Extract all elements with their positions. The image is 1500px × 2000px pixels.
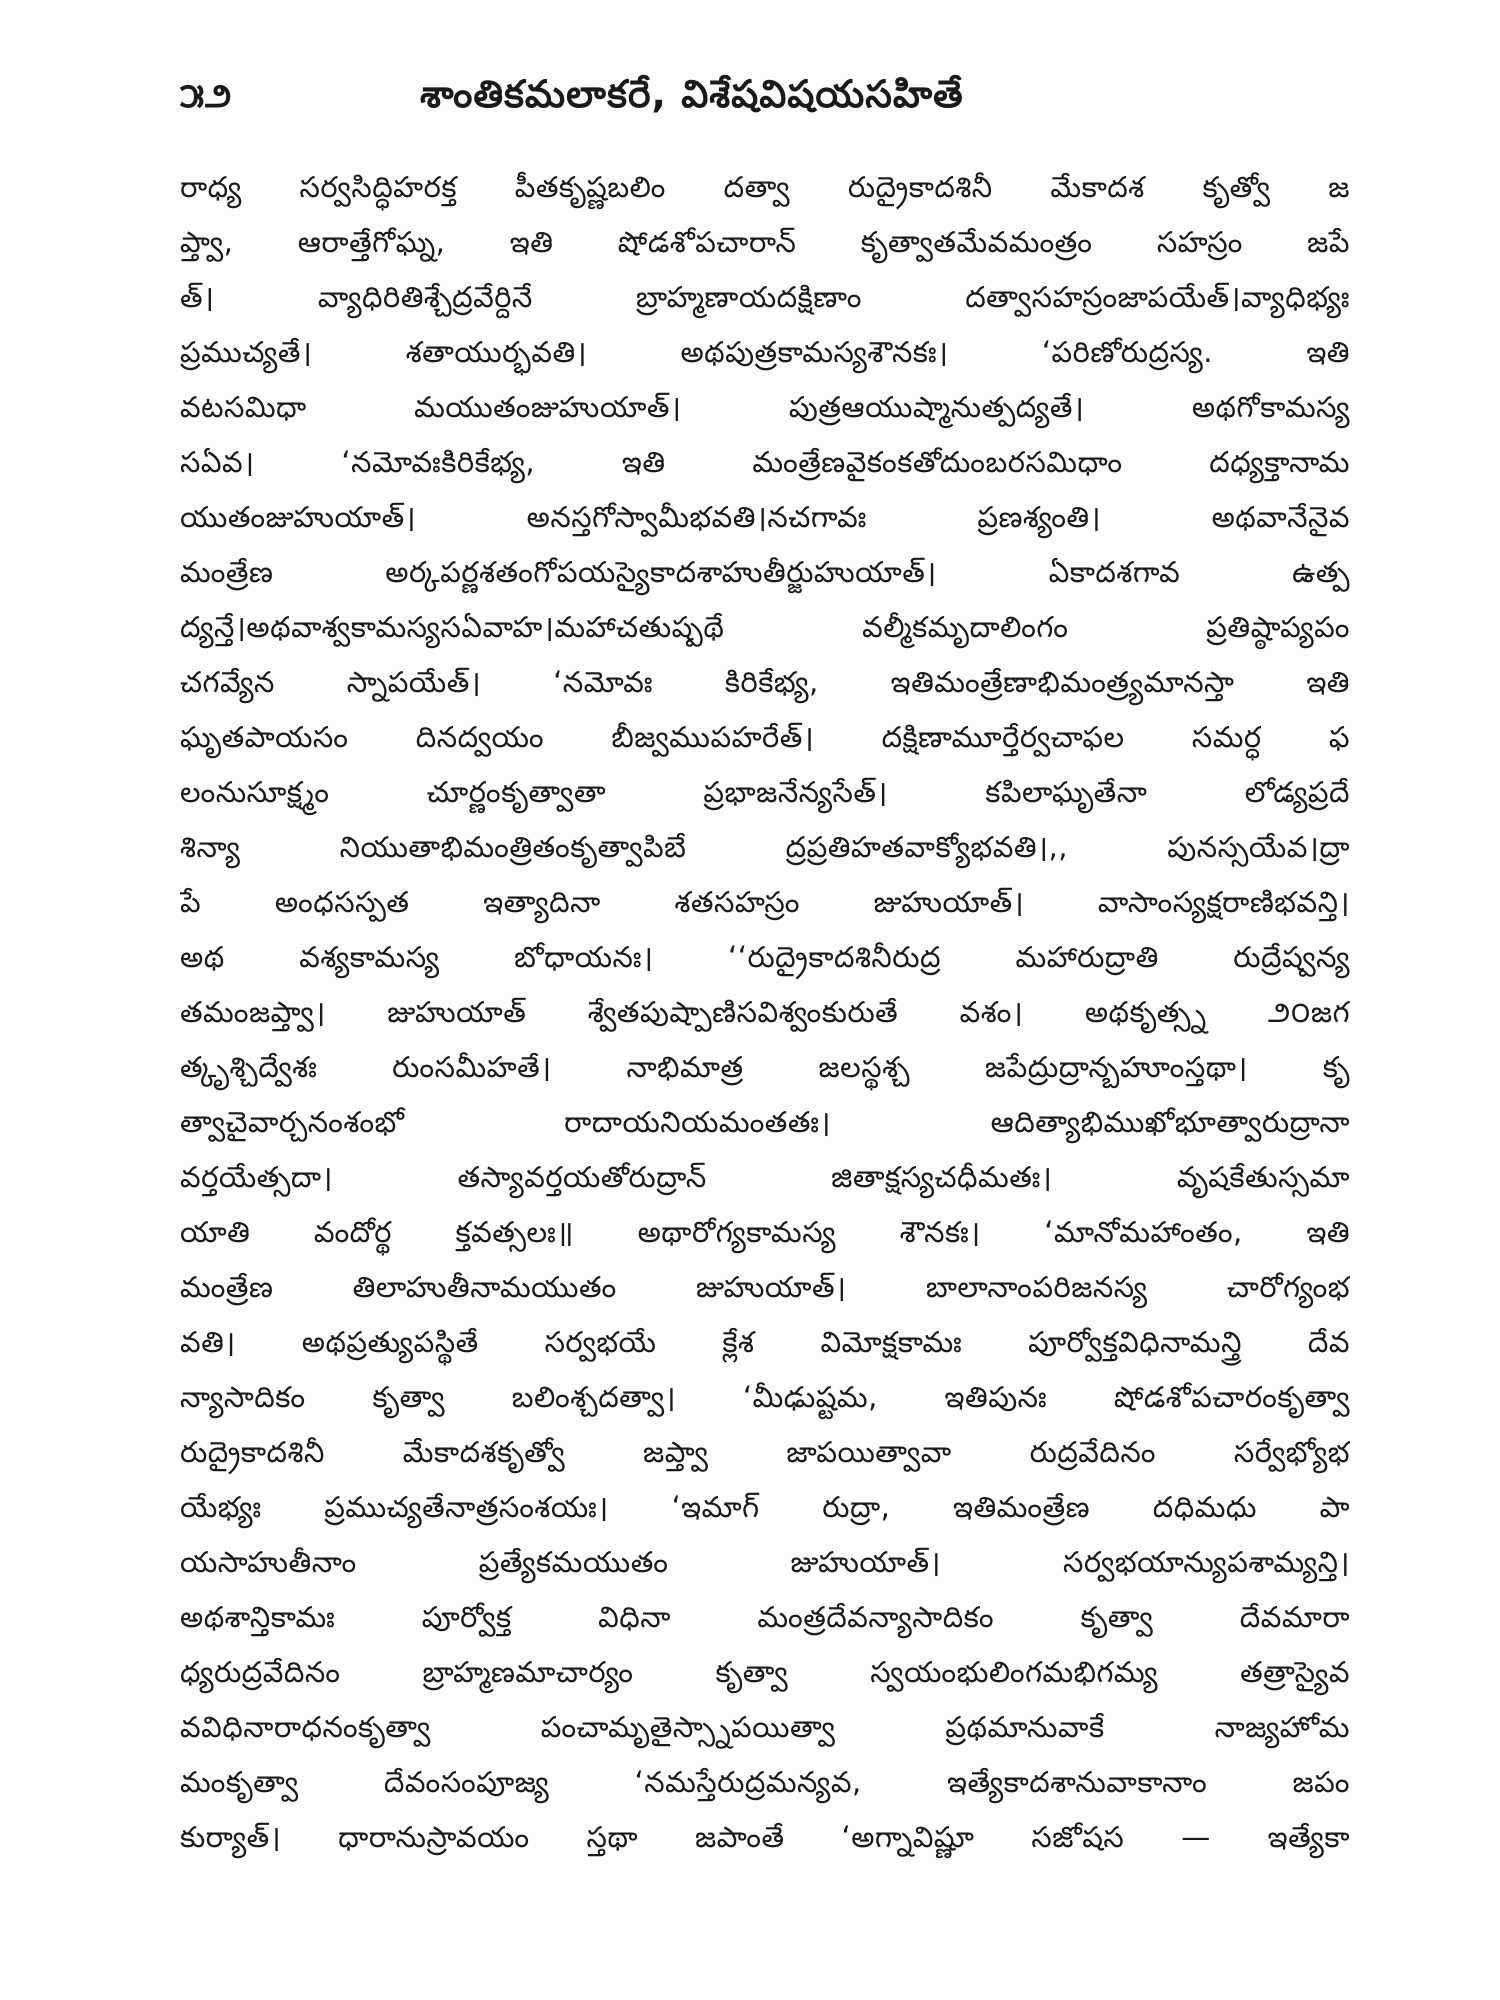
text-line: కుర్యాత్। ధారానుస్రావయం స్తథా జపాంతే ‘అగ్నావిష్ణూ సజోషస — ఇత్యేకా xyxy=(180,1820,1350,1854)
text-line: రుద్రైకాదశినీ మేకాదశకృత్వో జప్త్వా జాపయిత్వావా రుద్రవేదినం సర్వేభ్యోభ xyxy=(180,1435,1350,1469)
text-line: న్యాసాదికం కృత్వా బలింశ్చదత్వా। ‘మీఢుష్టమ, ఇతిపునః షోడశోపచారంకృత్వా xyxy=(180,1380,1350,1414)
text-line: ఘృతపాయసం దినద్వయం బీజ్వముపహరేత్। దక్షిణామూర్తేర్వచాఫల సమర్ధ ఫ xyxy=(180,720,1350,754)
text-line: చగవ్యేన స్నాపయేత్। ‘నమోవః కిరికేభ్య, ఇతిమంత్రేణాభిమంత్ర్యమానస్తా ఇతి xyxy=(180,665,1350,699)
text-line: శిన్యా నియుతాభిమంత్రితంకృత్వాపిబే ద్రప్రతిహతవాక్యోభవతి।,, పునస్సయేవ।ద్రా xyxy=(180,830,1350,864)
body-text xyxy=(180,160,1350,1865)
text-line: ధ్యరుద్రవేదినం బ్రాహ్మణమాచార్యం కృత్వా స్వయంభులింగమభిగమ్య తత్రాస్యైవ xyxy=(180,1655,1350,1689)
text-line: లంనుసూక్ష్మం చూర్ణంకృత్వాతా ప్రభాజనేన్యసేత్। కపిలాఘృతేనా లోడ్యప్రదే xyxy=(180,775,1350,809)
text-line: వతి। అథప్రత్యుపస్థితే సర్వభయే క్లేశ విమోక్షకామః పూర్వోక్తవిధినామన్త్రి దేవ xyxy=(180,1325,1350,1359)
text-line: సఏవ। ‘నమోవఃకిరికేభ్య, ఇతి మంత్రేణవైకంకతోదుంబరసమిధాం దధ్యక్తానామ xyxy=(180,445,1350,479)
text-line: మంకృత్వా దేవంసంపూజ్య ‘నమస్తేరుద్రమన్యవ, ఇత్యేకాదశానువాకానాం జపం xyxy=(180,1765,1350,1799)
text-line: త్వాచైవార్చనంశంభో రాదాయనియమంతతః। ఆదిత్యాభిముఖోభూత్వారుద్రానా xyxy=(180,1105,1350,1139)
text-line: పే అంధసస్పత ఇత్యాదినా శతసహస్రం జుహుయాత్। వాసాంస్యక్షరాణిభవన్తి। xyxy=(180,885,1350,919)
text-line: అథ వశ్యకామస్య బోధాయనః। ‘‘రుద్రైకాదశినీరుద్ర మహారుద్రాతి రుద్రేష్వన్య xyxy=(180,940,1350,974)
text-line: మంత్రేణ అర్కపర్ణశతంగోపయస్యైకాదశాహుతీర్జుహుయాత్। ఏకాదశగావ ఉత్ప xyxy=(180,555,1350,589)
text-line: ద్యన్తే।అథవాశ్వకామస్యసఏవాహ।మహాచతుష్పథే వల్మీకమృదాలింగం ప్రతిష్ఠాప్యపం xyxy=(180,610,1350,644)
text-line: తమంజప్త్వా। జుహుయాత్ శ్వేతపుష్పాణిసవిశ్వంకురుతే వశం। అథకృత్స్న ౨౦జగ xyxy=(180,995,1350,1029)
text-line: త్। వ్యాధిరితిశ్చేద్రవేర్దినే బ్రాహ్మణాయదక్షిణాం దత్వాసహస్రంజాపయేత్।వ్యాధిభ్యః xyxy=(180,280,1350,314)
page-header xyxy=(180,68,1350,128)
text-line: రాధ్య సర్వసిద్ధిహరక్త పీతకృష్ణబలిం దత్వా రుద్రైకాదశినీ మేకాదశ కృత్వో జ xyxy=(180,170,1350,204)
text-line: అథశాన్తికామః పూర్వోక్త విధినా మంత్రదేవన్యాసాదికం కృత్వా దేవమారా xyxy=(180,1600,1350,1634)
text-line: యుతంజుహుయాత్। అనస్తగోస్వామీభవతి।నచగావః ప్రణశ్యంతి। అథవానేనైవ xyxy=(180,500,1350,534)
text-line: వటసమిధా మయుతంజుహుయాత్। పుత్రఆయుష్మానుత్పద్యతే। అథగోకామస్య xyxy=(180,390,1350,424)
text-line: వవిధినారాధనంకృత్వా పంచామృతైస్స్నాపయిత్వా ప్రథమానువాకే నాజ్యహోమ xyxy=(180,1710,1350,1744)
text-line: వర్తయేత్సదా। తస్యావర్తయతోరుద్రాన్ జితాక్షస్యచధీమతః। వృషకేతుస్సమా xyxy=(180,1160,1350,1194)
text-line: మంత్రేణ తిలాహుతీనామయుతం జుహుయాత్। బాలానాంపరిజనస్య చారోగ్యంభ xyxy=(180,1270,1350,1304)
text-line: ప్త్వా, ఆరాత్తేగోఘ్న, ఇతి షోడశోపచారాన్ కృత్వాతమేవమంత్రం సహస్రం జపే xyxy=(180,225,1350,259)
text-line: యేభ్యః ప్రముచ్యతేనాత్రసంశయః। ‘ఇమాగ్ రుద్రా, ఇతిమంత్రేణ దధిమధు పా xyxy=(180,1490,1350,1524)
text-line: యాతి వందోర్థ క్తవత్సలః॥ అథారోగ్యకామస్య శౌనకః। ‘మానోమహాంతం, ఇతి xyxy=(180,1215,1350,1249)
page-number: ౫౨ xyxy=(180,76,233,116)
text-line: ప్రముచ్యతే। శతాయుర్భవతి। అథపుత్రకామస్యశౌనకః। ‘పరిణోరుద్రస్య. ఇతి xyxy=(180,335,1350,369)
text-line: త్కృశ్చిద్వేశః రుంసమీహతే। నాభిమాత్ర జలస్థశ్చ జపేద్రుద్రాన్బహూంస్తథా। కృ xyxy=(180,1050,1350,1084)
text-line: యసాహుతీనాం ప్రత్యేకమయుతం జుహుయాత్। సర్వభయాన్యుపశామ్యన్తి। xyxy=(180,1545,1350,1579)
running-title: శాంతికమలాకరే, విశేషవిషయసహితే xyxy=(420,72,964,116)
